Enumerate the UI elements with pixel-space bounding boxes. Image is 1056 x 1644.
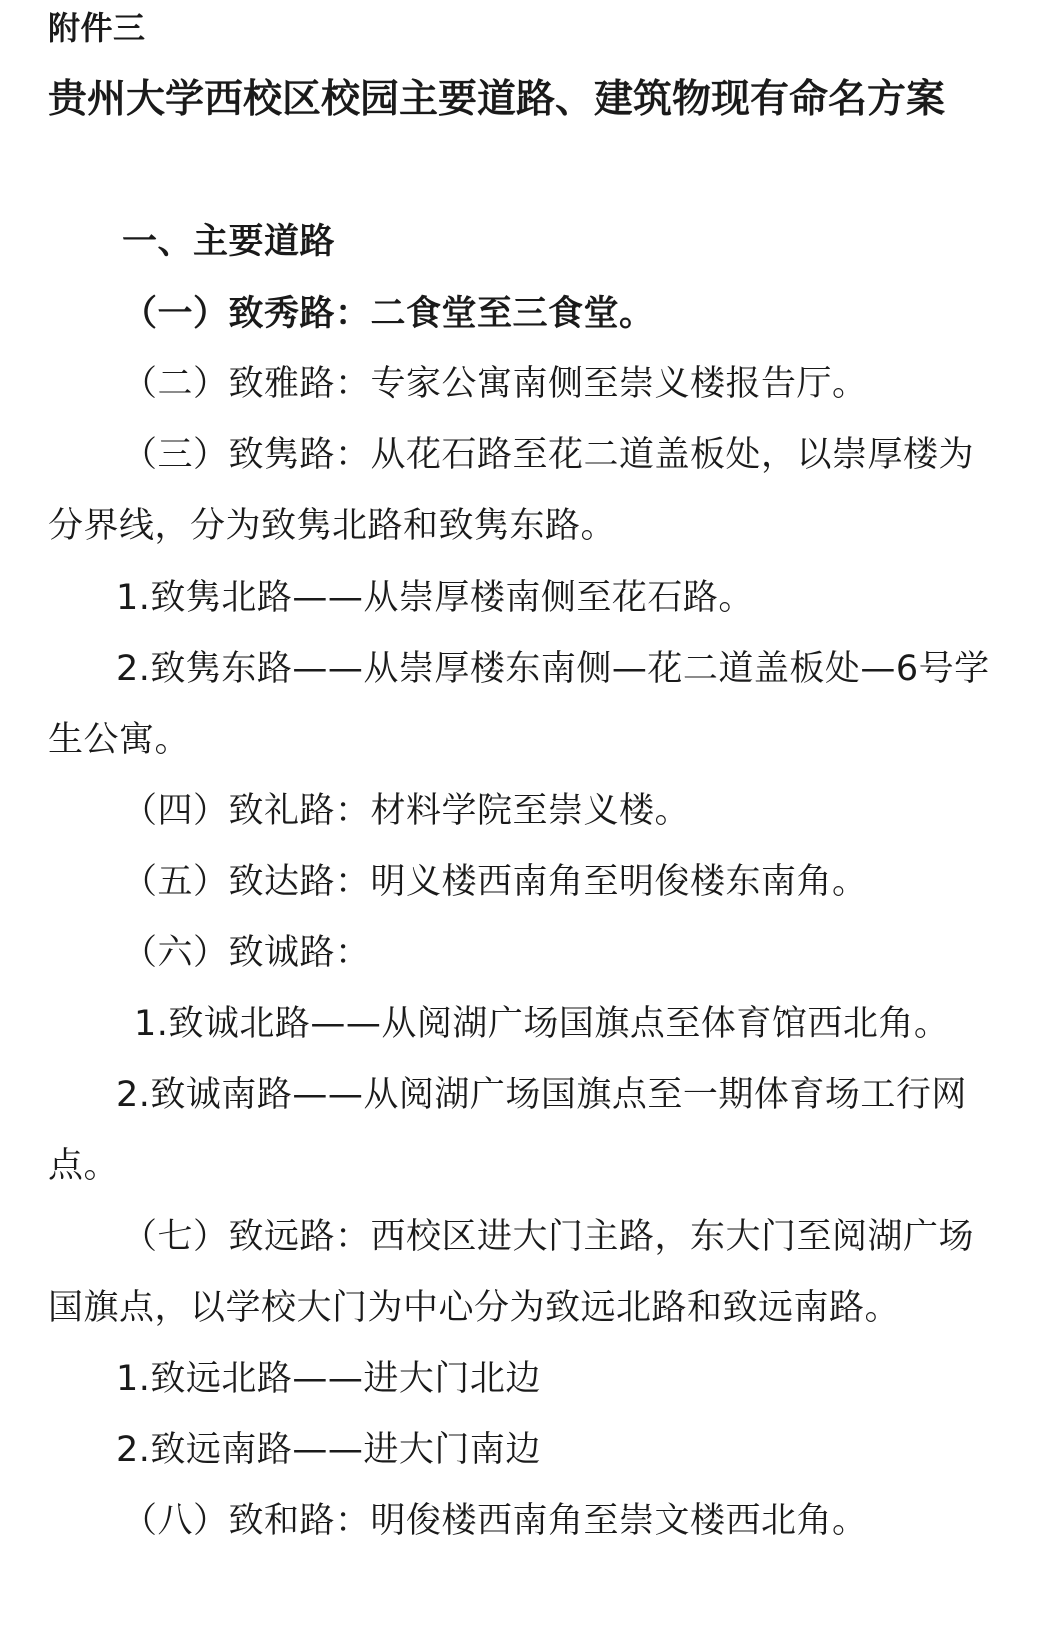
- road-item-6: （六）致诚路：: [122, 933, 371, 973]
- road-subitem-7-2: 2.致远南路——进大门南边: [116, 1430, 541, 1470]
- road-subitem-3-2-continued: 生公寓。: [48, 720, 191, 760]
- road-item-5: （五）致达路：明义楼西南角至明俊楼东南角。: [122, 862, 868, 902]
- road-subitem-3-2: 2.致隽东路——从崇厚楼东南侧—花二道盖板处—6号学: [116, 649, 990, 689]
- road-item-3-continued: 分界线，分为致隽北路和致隽东路。: [48, 506, 617, 546]
- road-subitem-6-2: 2.致诚南路——从阅湖广场国旗点至一期体育场工行网: [116, 1075, 967, 1115]
- road-item-7-continued: 国旗点，以学校大门为中心分为致远北路和致远南路。: [48, 1288, 901, 1328]
- document-title: 贵州大学西校区校园主要道路、建筑物现有命名方案: [48, 77, 946, 122]
- section-heading: 一、主要道路: [122, 222, 336, 262]
- road-item-3: （三）致隽路：从花石路至花二道盖板处，以崇厚楼为: [122, 435, 975, 475]
- road-item-7: （七）致远路：西校区进大门主路，东大门至阅湖广场: [122, 1217, 975, 1257]
- road-subitem-6-2-continued: 点。: [48, 1146, 120, 1186]
- attachment-label: 附件三: [48, 9, 146, 47]
- road-subitem-3-1: 1.致隽北路——从崇厚楼南侧至花石路。: [116, 578, 754, 618]
- road-subitem-6-1: 1.致诚北路——从阅湖广场国旗点至体育馆西北角。: [134, 1004, 950, 1044]
- road-item-8: （八）致和路：明俊楼西南角至崇文楼西北角。: [122, 1501, 868, 1541]
- road-subitem-7-1: 1.致远北路——进大门北边: [116, 1359, 541, 1399]
- road-item-1-text: （一）致秀路：二食堂至三食堂。: [122, 294, 655, 334]
- road-item-2: （二）致雅路：专家公寓南侧至崇义楼报告厅。: [122, 364, 868, 404]
- road-item-1: [122, 292, 1032, 336]
- road-item-4: （四）致礼路：材料学院至崇义楼。: [122, 791, 691, 831]
